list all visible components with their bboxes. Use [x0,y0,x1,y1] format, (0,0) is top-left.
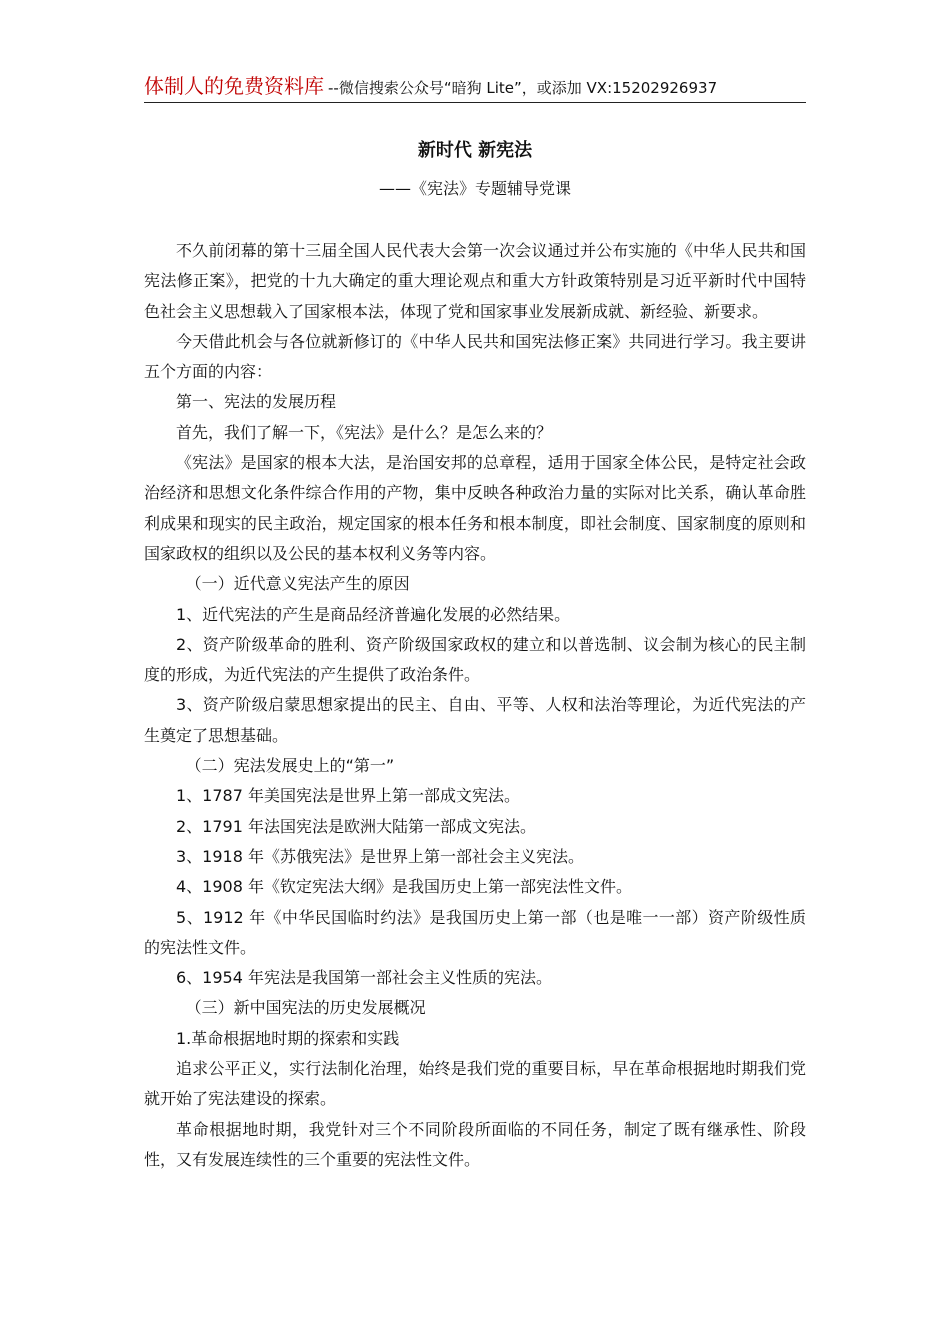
page-header [144,72,806,103]
paragraph: 《宪法》是国家的根本大法，是治国安邦的总章程，适用于国家全体公民，是特定社会政治经济和思想文化条件综合作用的产物，集中反映各种政治力量的实际对比关系，确认革命胜利成果和现实的民主政治，规定国家的根本任务和根本制度，即社会制度、国家制度的原则和国家政权的组织以及公民的基本权利义务等内容。 [144,453,806,563]
paragraph: 首先，我们了解一下，《宪法》是什么？是怎么来的？ [176,422,553,442]
paragraph: 革命根据地时期，我党针对三个不同阶段所面临的不同任务，制定了既有继承性、阶段性，又有发展连续性的三个重要的宪法性文件。 [144,1119,806,1169]
subsection-heading: 1.革命根据地时期的探索和实践 [176,1028,400,1048]
list-item: 5、1912 年《中华民国临时约法》是我国历史上第一部（也是唯一一部）资产阶级性质的宪法性文件。 [144,907,806,957]
list-item: 2、1791 年法国宪法是欧洲大陆第一部成文宪法。 [176,816,536,836]
paragraph: 不久前闭幕的第十三届全国人民代表大会第一次会议通过并公布实施的《中华人民共和国宪法修正案》，把党的十九大确定的重大理论观点和重大方针政策特别是习近平新时代中国特色社会主义思想载入了国家根本法，体现了党和国家事业发展新成就、新经验、新要求。 [144,241,806,321]
paragraph: 追求公平正义，实行法制化治理，始终是我们党的重要目标，早在革命根据地时期我们党就开始了宪法建设的探索。 [144,1059,806,1109]
paragraph: 今天借此机会与各位就新修订的《中华人民共和国宪法修正案》共同进行学习。我主要讲五个方面的内容： [144,331,806,382]
list-item: 3、资产阶级启蒙思想家提出的民主、自由、平等、人权和法治等理论，为近代宪法的产生奠定了思想基础。 [144,695,806,745]
list-item: 1、近代宪法的产生是商品经济普遍化发展的必然结果。 [176,604,571,624]
header-note: --微信搜索公众号“暗狗 Lite”，或添加 VX:15202926937 [328,79,718,97]
subsection-heading: （三）新中国宪法的历史发展概况 [185,998,426,1018]
list-item: 2、资产阶级革命的胜利、资产阶级国家政权的建立和以普选制、议会制为核心的民主制度的形成，为近代宪法的产生提供了政治条件。 [144,634,806,685]
section-heading: 第一、宪法的发展历程 [176,392,337,412]
document-subtitle: ——《宪法》专题辅导党课 [378,179,571,198]
subsection-heading: （二）宪法发展史上的“第一” [185,756,395,776]
document-title: 新时代 新宪法 [417,140,533,161]
subsection-heading: （一）近代意义宪法产生的原因 [185,574,410,594]
list-item: 1、1787 年美国宪法是世界上第一部成文宪法。 [176,786,520,806]
list-item: 3、1918 年《苏俄宪法》是世界上第一部社会主义宪法。 [176,846,584,866]
document-body [144,236,806,1175]
list-item: 4、1908 年《钦定宪法大纲》是我国历史上第一部宪法性文件。 [176,877,632,897]
header-brand: 体制人的免费资料库 [144,74,324,98]
list-item: 6、1954 年宪法是我国第一部社会主义性质的宪法。 [176,968,552,988]
